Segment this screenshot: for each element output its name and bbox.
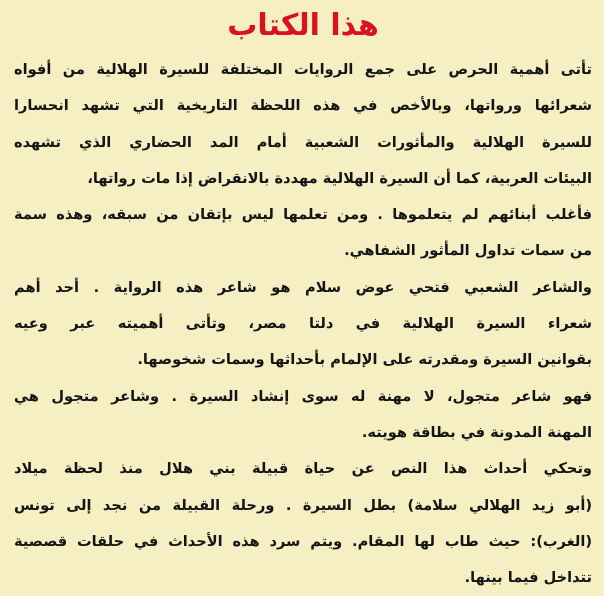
text-line: فأغلب أبنائهم لم يتعلموها . ومن تعلمها ليس بإتقان من سبقه، وهذه سمة: [14, 206, 592, 224]
text-line: البيئات العربية، كما أن السيرة الهلالية مهددة بالانقراض إذا مات رواتها،: [87, 169, 592, 187]
text-line: للسيرة الهلالية والمأثورات الشعبية أمام المد الحضاري الذي تشهده: [14, 133, 592, 151]
text-line: من سمات تداول المأثور الشفاهي.: [344, 242, 592, 260]
text-line: شعرائها ورواتها، وبالأخص في هذه اللحظة التاريخية التي تشهد انحسارا: [14, 97, 592, 115]
text-line: فهو شاعر متجول، لا مهنة له سوى إنشاد السيرة . وشاعر متجول هي: [14, 387, 592, 405]
text-line: (أبو زيد الهلالي سلامة) بطل السيرة . ورحلة القبيلة من نجد إلى تونس: [14, 496, 592, 514]
text-line: تأتى أهمية الحرص على جمع الروايات المختلفة للسيرة الهلالية من أفواه: [14, 61, 592, 78]
text-line: تتداخل فيما بينها.: [464, 569, 592, 587]
text-line: بقوانين السيرة ومقدرته على الإلمام بأحداثها وسمات شخوصها.: [137, 351, 592, 369]
page-title: هذا الكتاب: [227, 8, 379, 43]
blurb-text: [14, 52, 592, 596]
text-line: والشاعر الشعبي فتحي عوض سلام هو شاعر هذه الرواية . أحد أهم: [14, 278, 592, 296]
text-line: وتحكي أحداث هذا النص عن حياة قبيلة بني هلال منذ لحظة ميلاد: [14, 460, 592, 478]
text-line: المهنة المدونة في بطاقة هويته.: [361, 423, 592, 441]
text-line: (الغرب): حيث طاب لها المقام. ويتم سرد هذه الأحداث في حلقات قصصية: [14, 532, 592, 550]
text-line: شعراء السيرة الهلالية في دلتا مصر، وتأتى أهميته عبر وعيه: [14, 315, 592, 333]
